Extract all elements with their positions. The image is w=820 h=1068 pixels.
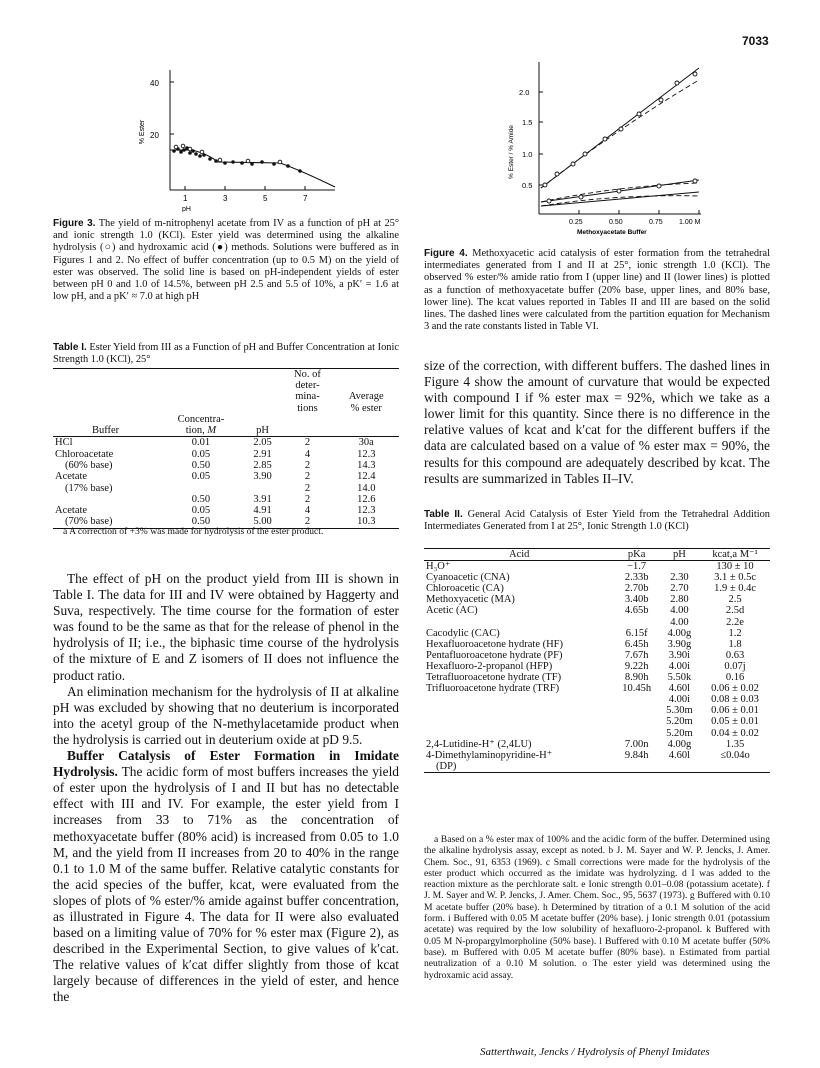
- t1-cell: 2: [304, 516, 311, 528]
- fig3-ytick-20: 20: [150, 131, 159, 140]
- t2-row: [424, 694, 770, 705]
- page-number: 7033: [742, 34, 769, 48]
- t2-cell: 10.45h: [622, 683, 652, 695]
- t2-cell: 3.1 ± 0.5c: [714, 572, 756, 584]
- figure-3-caption: Figure 3. The yield of m-nitrophenyl acetate from IV as a function of pH at 25° and ionic strength 1.0 (KCl). Ester yield was determined using the alkaline hydrolysis (○) and hydroxamic acid (●) methods. Solutions were buffered as in Figures 1 and 2. No effect of buffer concentration (up to 0.5 M) on the yield of ester was observed. The solid line is based on pH-independent yields of ester between pH 0 and 1.0 of 14.5%, between pH 2.5 and 5.5 of 10%, a pK′ = 1.6 at low pH, and a pK′ ≈ 7.0 at high pH: [53, 218, 399, 303]
- t2-cell: [614, 617, 658, 628]
- t1-cell: 2.91: [253, 448, 272, 460]
- right-body: size of the correction, with different buffers. The dashed lines in Figure 4 show the amount of curvature that would be expected with compound I if % ester max = 92%, which we take as a lower limit for this quantity. Since there is no difference in the relative values of kcat and k′cat for the different buffers if the data are calculated based on a value of % ester max = 90%, the results for this compound are adequately described by kcat. The results are summarized in Tables II–IV.: [424, 358, 770, 486]
- t2-row: [424, 594, 770, 605]
- t2-cell: 5.20m: [666, 716, 693, 728]
- t2-cell: Methoxyacetic (MA): [426, 594, 515, 606]
- fig4-xtick-0.50: 0.50: [609, 219, 623, 226]
- t2-col-head-kcat: kcat,a M⁻¹: [712, 549, 758, 560]
- t1-cell: 3.91: [253, 493, 272, 505]
- t2-cell: 2.30: [670, 572, 689, 584]
- t2-cell: 6.15f: [625, 627, 648, 639]
- t2-cell: 4.00: [670, 616, 689, 628]
- t1-cell: (17% base): [65, 482, 113, 494]
- t2-cell: 1.35: [725, 738, 745, 750]
- t2-cell: 2.80: [670, 594, 689, 606]
- t2-row: [424, 750, 770, 761]
- fig4-xtick-1.00: 1.00 M: [679, 219, 701, 226]
- t2-cell: 2.70b: [624, 583, 649, 595]
- t2-row: [424, 561, 770, 573]
- t2-cell: 2.2e: [726, 616, 744, 628]
- fig3-xlabel: pH: [182, 206, 191, 212]
- t2-cell: 2.33b: [624, 572, 649, 584]
- t2-cell: 0.06 ± 0.01: [711, 705, 759, 717]
- t2-cell: 7.00n: [624, 738, 649, 750]
- t2-cell: −1.7: [627, 561, 647, 573]
- t2-cell: ≤0.04o: [720, 749, 750, 761]
- t2-cell: Cacodylic (CAC): [426, 627, 500, 639]
- t2-cell: 2.5d: [725, 605, 745, 617]
- t2-row: [424, 650, 770, 661]
- t1-cell: 3.90: [253, 471, 272, 483]
- left-heading: Buffer Catalysis of Ester Formation in Imidate Hydrolysis.: [53, 748, 399, 780]
- t2-col-head-pka: pKa: [627, 549, 646, 560]
- figure-3-plot: [130, 62, 350, 212]
- t2-row: [424, 605, 770, 616]
- t1-cell: 2: [304, 471, 311, 483]
- left-para-2: An elimination mechanism for the hydrolysis of II at alkaline pH was excluded by showing that no deuterium is incorporated into the acetyl group of the N-methylacetamide product when the hydrolysis is carried out in deuterium oxide at pD 9.5.: [53, 683, 399, 747]
- t2-row: [424, 661, 770, 672]
- t2-row: [424, 728, 770, 739]
- t2-cell: [424, 694, 614, 705]
- t2-cell: [614, 705, 658, 716]
- t2-cell: 5.30m: [666, 705, 693, 717]
- table-1: [53, 368, 399, 529]
- t2-cell: 4.00g: [667, 627, 692, 639]
- t1-cell: HCl: [55, 437, 73, 449]
- t2-cell: 4.00i: [668, 694, 691, 706]
- t2-cell: Pentafluoroacetone hydrate (PF): [426, 649, 563, 661]
- fig3-curve: [170, 150, 335, 187]
- left-body: [53, 571, 399, 1006]
- t2-row: [424, 583, 770, 594]
- t2-cell: 0.04 ± 0.02: [711, 727, 759, 739]
- t2-cell: 4.00i: [668, 660, 691, 672]
- t2-cell: 130 ± 10: [716, 561, 754, 573]
- t2-col-head-ph: pH: [673, 549, 686, 560]
- t2-cell: 2,4-Lutidine-H⁺ (2,4LU): [426, 738, 532, 750]
- fig4-xtick-0.75: 0.75: [649, 219, 663, 226]
- t1-cell: 0.50: [191, 516, 211, 528]
- t2-cell: 4-Dimethylaminopyridine-H⁺: [426, 749, 553, 761]
- table-2-footnotes: a Based on a % ester max of 100% and the acidic form of the buffer. Determined using the alkaline hydrolysis assay, except as noted. b J. M. Sayer and W. P. Jencks, J. Amer. Chem. Soc., 91, 6353 (1969). c Small corrections were made for the hydrolysis of the ester product which occurred as the imidate was hydrolyzing. d I was added to the reaction mixture as the perchlorate salt. e Ionic strength 0.01–0.08 (potassium acetate). f J. M. Sayer and W. P. Jencks, J. Amer. Chem. Soc., 95, 5637 (1973). g Buffered with 0.10 M acetate buffer (20% base). h Determined by titration of a 0.1 M solution of the acid form. i Buffered with 0.05 M acetate buffer (20% base). j Ionic strength 0.01 (potassium acetate) was required by the low solubility of hexafluoro-2-propanol. k Buffered with 0.05 M N-propargylmorpholine (50% base). l Buffered with 0.10 M acetate buffer (50% base). m Buffered with 0.05 M acetate buffer (80% base). n Estimated from partial neutralization of a 0.10 M solution. o The ester yield was determined using the hydroxamic acid assay.: [424, 834, 770, 981]
- t1-cell: [158, 483, 244, 494]
- t2-cell: 5.20m: [666, 727, 693, 739]
- t1-cell: [244, 483, 282, 494]
- t2-cell: [614, 761, 658, 773]
- t1-cell: 12.4: [357, 471, 376, 483]
- left-para-3: Buffer Catalysis of Ester Formation in Imidate Hydrolysis. The acidic form of most buffers increases the yield of ester upon the hydrolysis of I and II but has no detectable effect with III and IV. For example, the ester yield from I increases from 33 to 71% as the concentration of methoxyacetate buffer (80% acid) is increased from 0.05 to 1.0 M, and the yield from II increases from 20 to 40% in the range 0.1 to 1.0 M of the same buffer. Relative catalytic constants for the acid species of the buffer, kcat, were evaluated from the slopes of plots of % ester/% amide against buffer concentration, as illustrated in Figure 4. The data for II were also evaluated based on a limiting value of 70% for % ester max (Figure 2), as described in the Experimental Section, to give values of k′cat. The relative values of k′cat differ slightly from those of kcat largely because of differences in the yield of ester, and hence the: [53, 748, 399, 1005]
- t2-cell: 4.60l: [668, 683, 691, 695]
- t1-cell: 4: [304, 505, 311, 517]
- t2-cell: [614, 694, 658, 705]
- t2-cell: [424, 617, 614, 628]
- fig4-xlabel: Methoxyacetate Buffer: [577, 229, 647, 236]
- t2-cell: [614, 716, 658, 727]
- t2-cell: (DP): [436, 760, 457, 772]
- t2-cell: 8.90h: [624, 672, 649, 684]
- t2-cell: H₃O⁺: [426, 561, 451, 573]
- t2-cell: 6.45h: [624, 638, 649, 650]
- t1-row: [53, 505, 399, 516]
- t2-cell: 3.90i: [668, 649, 691, 661]
- fig3-ytick-40: 40: [150, 79, 159, 88]
- t2-cell: Cyanoacetic (CNA): [426, 572, 510, 584]
- t2-row: [424, 617, 770, 628]
- t1-cell: 2.05: [253, 437, 272, 449]
- t2-cell: Tetrafluoroacetone hydrate (TF): [426, 672, 562, 684]
- t2-cell: 0.05 ± 0.01: [711, 716, 759, 728]
- t1-cell: 0.05: [191, 448, 211, 460]
- t2-cell: 5.50k: [667, 672, 692, 684]
- t1-col-head-dets: No. of deter- mina- tions: [294, 369, 321, 414]
- t1-col-head-conc: Concentra- tion, M: [177, 413, 225, 437]
- figure-4-plot: [505, 52, 705, 252]
- t2-cell: 1.9 ± 0.4c: [714, 583, 756, 595]
- t2-row: [424, 705, 770, 716]
- t1-row: [53, 437, 399, 449]
- table-1-footnote: a A correction of +3% was made for hydrolysis of the ester product.: [63, 526, 324, 537]
- fig4-ytick-0.5: 0.5: [522, 181, 533, 190]
- t2-cell: 9.84h: [624, 749, 649, 761]
- t1-cell: 4: [304, 448, 311, 460]
- t2-cell: 0.07j: [724, 660, 746, 672]
- t2-cell: 0.16: [725, 672, 745, 684]
- t2-cell: 0.63: [725, 649, 745, 661]
- t2-row: [424, 628, 770, 639]
- fig3-ylabel: % Ester: [139, 119, 146, 145]
- fig4-xtick-0.25: 0.25: [569, 219, 583, 226]
- t1-cell: 12.6: [357, 493, 376, 505]
- t1-cell: 2: [304, 482, 311, 494]
- t1-cell: 30a: [358, 437, 374, 449]
- fig4-ylabel: % Ester / % Amide: [508, 125, 515, 179]
- t1-row: [53, 449, 399, 460]
- t1-cell: 10.3: [357, 516, 376, 528]
- t2-cell: Acetic (AC): [426, 605, 478, 617]
- table-2-title: Table II. General Acid Catalysis of Ester Yield from the Tetrahedral Addition Intermediates Generated from I at 25°, Ionic Strength 1.0 (KCl): [424, 509, 771, 533]
- t2-cell: 0.06 ± 0.02: [711, 683, 759, 695]
- t2-cell: Chloroacetic (CA): [426, 583, 504, 595]
- t2-cell: 7.67h: [624, 649, 649, 661]
- t2-cell: Hexafluoroacetone hydrate (HF): [426, 638, 564, 650]
- t1-cell: Chloroacetate: [55, 448, 114, 460]
- table-1-title: Table I. Ester Yield from III as a Function of pH and Buffer Concentration at Ionic Strength 1.0 (KCl), 25°: [53, 342, 399, 366]
- t2-row: [424, 716, 770, 727]
- t1-col-head-avg: Average % ester: [348, 391, 384, 414]
- t1-cell: 0.01: [191, 437, 211, 449]
- t2-row: [424, 639, 770, 650]
- t1-row: [53, 460, 399, 471]
- t2-cell: 2.70: [670, 583, 689, 595]
- fig3-xtick-7: 7: [303, 194, 308, 203]
- t2-row: [424, 739, 770, 750]
- t1-cell: 0.05: [191, 471, 211, 483]
- t2-row: [424, 672, 770, 683]
- figure-3: [130, 62, 350, 212]
- t2-cell: Hexafluoro-2-propanol (HFP): [426, 660, 553, 672]
- t2-cell: 4.00: [670, 605, 689, 617]
- t2-cell: [424, 728, 614, 739]
- t1-row: [53, 494, 399, 505]
- t1-cell: 0.50: [191, 460, 211, 471]
- fig3-xtick-5: 5: [263, 194, 268, 203]
- t1-cell: 0.05: [191, 505, 211, 517]
- t2-cell: [700, 761, 770, 773]
- t1-cell: 14.0: [357, 482, 376, 494]
- fig3-xtick-3: 3: [223, 194, 228, 203]
- t1-cell: 14.3: [357, 460, 376, 471]
- figure-4: [505, 52, 705, 252]
- t2-row: [424, 572, 770, 583]
- fig3-xtick-1: 1: [183, 194, 188, 203]
- t1-cell: 0.50: [191, 493, 211, 505]
- fig4-upper-dashed: [541, 80, 699, 188]
- t1-cell: [53, 494, 158, 505]
- t1-cell: Acetate: [55, 505, 88, 517]
- t1-row: [53, 483, 399, 494]
- t2-cell: 1.8: [728, 638, 742, 650]
- t2-row: [424, 683, 770, 694]
- t1-cell: 12.3: [357, 505, 376, 517]
- t2-cell: 1.2: [728, 627, 742, 639]
- t2-cell: 4.60l: [668, 749, 691, 761]
- t2-cell: 3.40b: [624, 594, 649, 606]
- left-para-1: The effect of pH on the product yield from III is shown in Table I. The data for III and IV were obtained by Haggerty and Suva, respectively. The time course for the formation of ester was found to be the same as that for the release of phenol in the hydrolysis of II; i.e., the biphasic time course of the hydrolysis of the mixture of E and Z isomers of II does not influence the product ratio.: [53, 571, 399, 683]
- t1-cell: 5.00: [253, 516, 272, 528]
- t2-cell: 9.22h: [624, 660, 649, 672]
- table-2: [424, 548, 770, 773]
- t1-cell: 2: [304, 493, 311, 505]
- t2-row: [424, 761, 770, 773]
- t2-cell: [614, 728, 658, 739]
- t1-cell: 12.3: [357, 448, 376, 460]
- t1-cell: 2: [304, 437, 311, 449]
- t2-cell: [424, 716, 614, 727]
- t1-row: [53, 471, 399, 482]
- figure-4-caption: Figure 4. Methoxyacetic acid catalysis of ester formation from the tetrahedral intermediates generated from I and II at 25°, ionic strength 1.0 (KCl). The observed % ester/% amide ratio from I (upper line) and II (lower lines) is plotted as a function of methoxyacetate buffer (20% base, upper lines, and 80% base, lower line). The kcat values reported in Tables II and III are based on the solid lines. The dashed lines were calculated from the partition equation for Mechanism 3 and the rate constants listed in Table VI.: [424, 248, 770, 333]
- t2-cell: 3.90g: [667, 638, 692, 650]
- t1-cell: 2: [304, 460, 311, 471]
- fig4-ytick-2.0: 2.0: [519, 88, 530, 97]
- t2-col-head-acid: Acid: [509, 549, 530, 560]
- t1-cell: 2.85: [253, 460, 272, 471]
- t2-cell: [424, 705, 614, 716]
- t2-cell: 4.65b: [624, 605, 649, 617]
- t2-cell: Trifluoroacetone hydrate (TRF): [426, 683, 560, 695]
- t2-cell: [659, 561, 700, 573]
- t1-cell: 4.91: [253, 505, 272, 517]
- t2-cell: [659, 761, 700, 773]
- t1-cell: (60% base): [65, 460, 113, 471]
- t2-cell: 2.5: [728, 594, 742, 606]
- t1-cell: (70% base): [65, 516, 113, 528]
- t1-cell: Acetate: [55, 471, 88, 483]
- fig4-ytick-1.0: 1.0: [522, 150, 533, 159]
- t1-col-head-buffer: Buffer: [91, 425, 120, 437]
- t1-col-head-ph: pH: [256, 425, 269, 437]
- running-footer: Satterthwait, Jencks / Hydrolysis of Phenyl Imidates: [480, 1046, 710, 1058]
- fig4-ytick-1.5: 1.5: [522, 118, 533, 127]
- t2-cell: 4.00g: [667, 738, 692, 750]
- t2-cell: 0.08 ± 0.03: [711, 694, 759, 706]
